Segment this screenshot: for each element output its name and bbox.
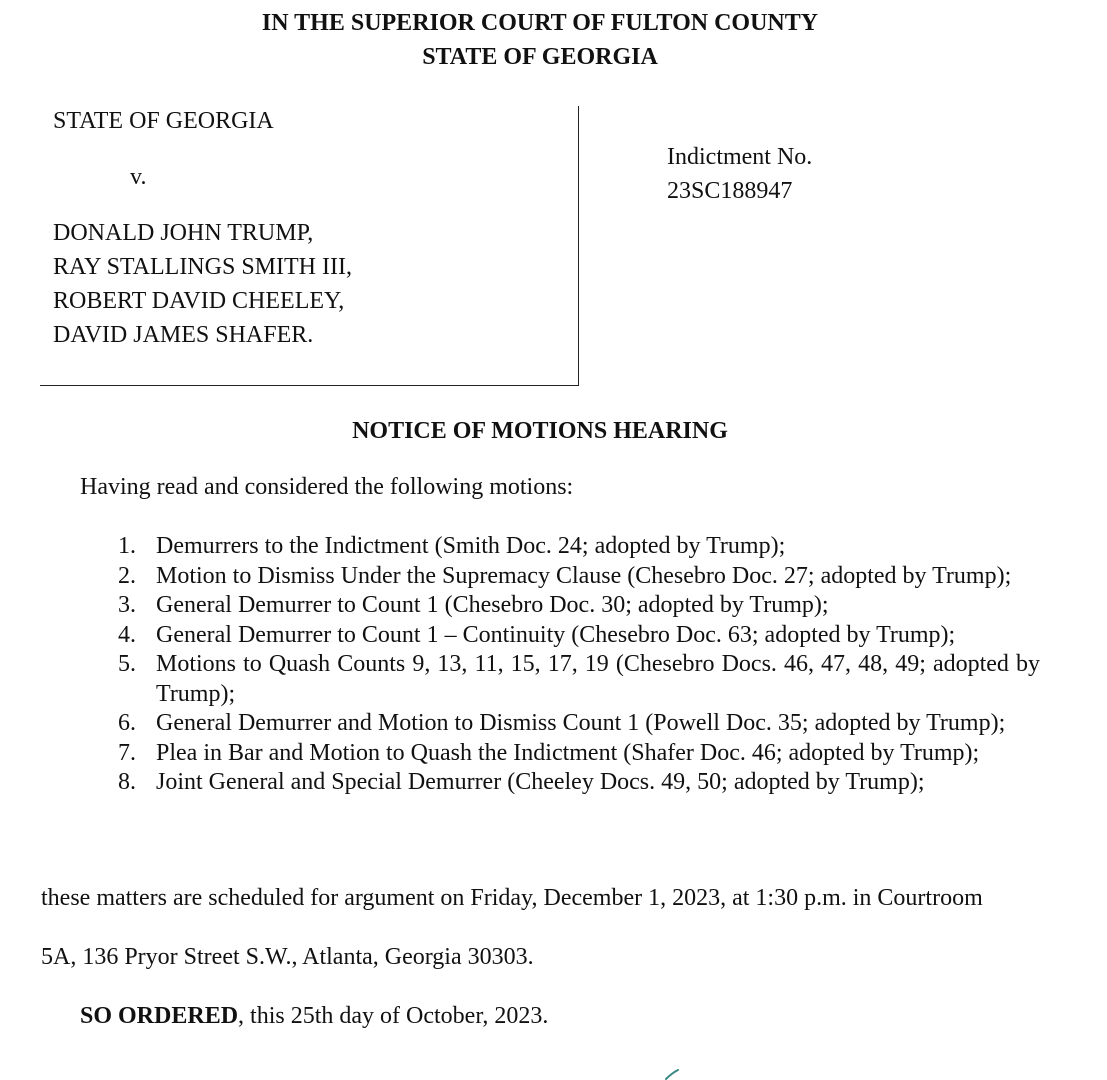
motion-number: 3. xyxy=(118,592,136,618)
defendant-name: RAY STALLINGS SMITH III, xyxy=(53,254,352,280)
motion-number: 7. xyxy=(118,739,136,766)
notice-title: NOTICE OF MOTIONS HEARING xyxy=(352,418,728,444)
motion-text: Motion to Dismiss Under the Supremacy Clause (Chesebro Doc. 27; adopted by Trump); xyxy=(156,562,1012,589)
court-state: STATE OF GEORGIA xyxy=(422,44,658,70)
defendant-name: DAVID JAMES SHAFER. xyxy=(53,322,314,348)
motion-number: 2. xyxy=(118,562,136,589)
motion-number: 8. xyxy=(118,769,136,795)
schedule-line-2: 5A, 136 Pryor Street S.W., Atlanta, Georgia 30303. xyxy=(41,944,534,970)
so-ordered-date: , this 25th day of October, 2023. xyxy=(238,1003,549,1029)
versus-label: v. xyxy=(130,164,147,190)
plaintiff-name: STATE OF GEORGIA xyxy=(53,108,274,134)
court-name: IN THE SUPERIOR COURT OF FULTON COUNTY xyxy=(261,10,819,36)
indictment-label: Indictment No. xyxy=(667,144,813,170)
list-item xyxy=(110,532,1040,562)
motion-number: 6. xyxy=(118,710,136,736)
list-item xyxy=(110,709,1040,739)
motion-text: Demurrers to the Indictment (Smith Doc. 24; adopted by Trump); xyxy=(156,533,786,559)
motion-text: General Demurrer to Count 1 – Continuity (Chesebro Doc. 63; adopted by Trump); xyxy=(156,621,956,648)
so-ordered-label: SO ORDERED xyxy=(80,1003,239,1029)
motion-text: General Demurrer and Motion to Dismiss Count 1 (Powell Doc. 35; adopted by Trump); xyxy=(156,710,1006,736)
list-item xyxy=(110,562,1040,592)
defendant-name: DONALD JOHN TRUMP, xyxy=(53,220,314,246)
list-item xyxy=(110,768,1040,798)
motion-number: 1. xyxy=(118,533,136,559)
list-item xyxy=(110,591,1040,621)
court-header xyxy=(0,6,1080,74)
motion-text: Motions to Quash Counts 9, 13, 11, 15, 17, 19 (Chesebro Docs. 46, 47, 48, 49; adopted by Trump); xyxy=(156,651,1040,707)
signature-mark xyxy=(662,1066,692,1080)
indictment-number: 23SC188947 xyxy=(667,178,793,204)
motion-text: General Demurrer to Count 1 (Chesebro Doc. 30; adopted by Trump); xyxy=(156,592,829,618)
so-ordered-line xyxy=(80,1002,548,1031)
schedule-line-1: these matters are scheduled for argument on Friday, December 1, 2023, at 1:30 p.m. in Courtroom xyxy=(41,885,983,911)
motions-list xyxy=(110,532,1040,798)
intro-sentence: Having read and considered the following motions: xyxy=(80,474,574,500)
defendant-name: ROBERT DAVID CHEELEY, xyxy=(53,288,345,314)
list-item xyxy=(110,739,1040,769)
indictment-block xyxy=(667,140,812,208)
motion-text: Joint General and Special Demurrer (Cheeley Docs. 49, 50; adopted by Trump); xyxy=(156,769,925,795)
list-item xyxy=(110,650,1040,709)
list-item xyxy=(110,621,1040,651)
motion-number: 5. xyxy=(118,651,136,677)
defendants-list xyxy=(53,216,352,352)
motion-text: Plea in Bar and Motion to Quash the Indictment (Shafer Doc. 46; adopted by Trump); xyxy=(156,739,980,766)
motion-number: 4. xyxy=(118,621,136,648)
